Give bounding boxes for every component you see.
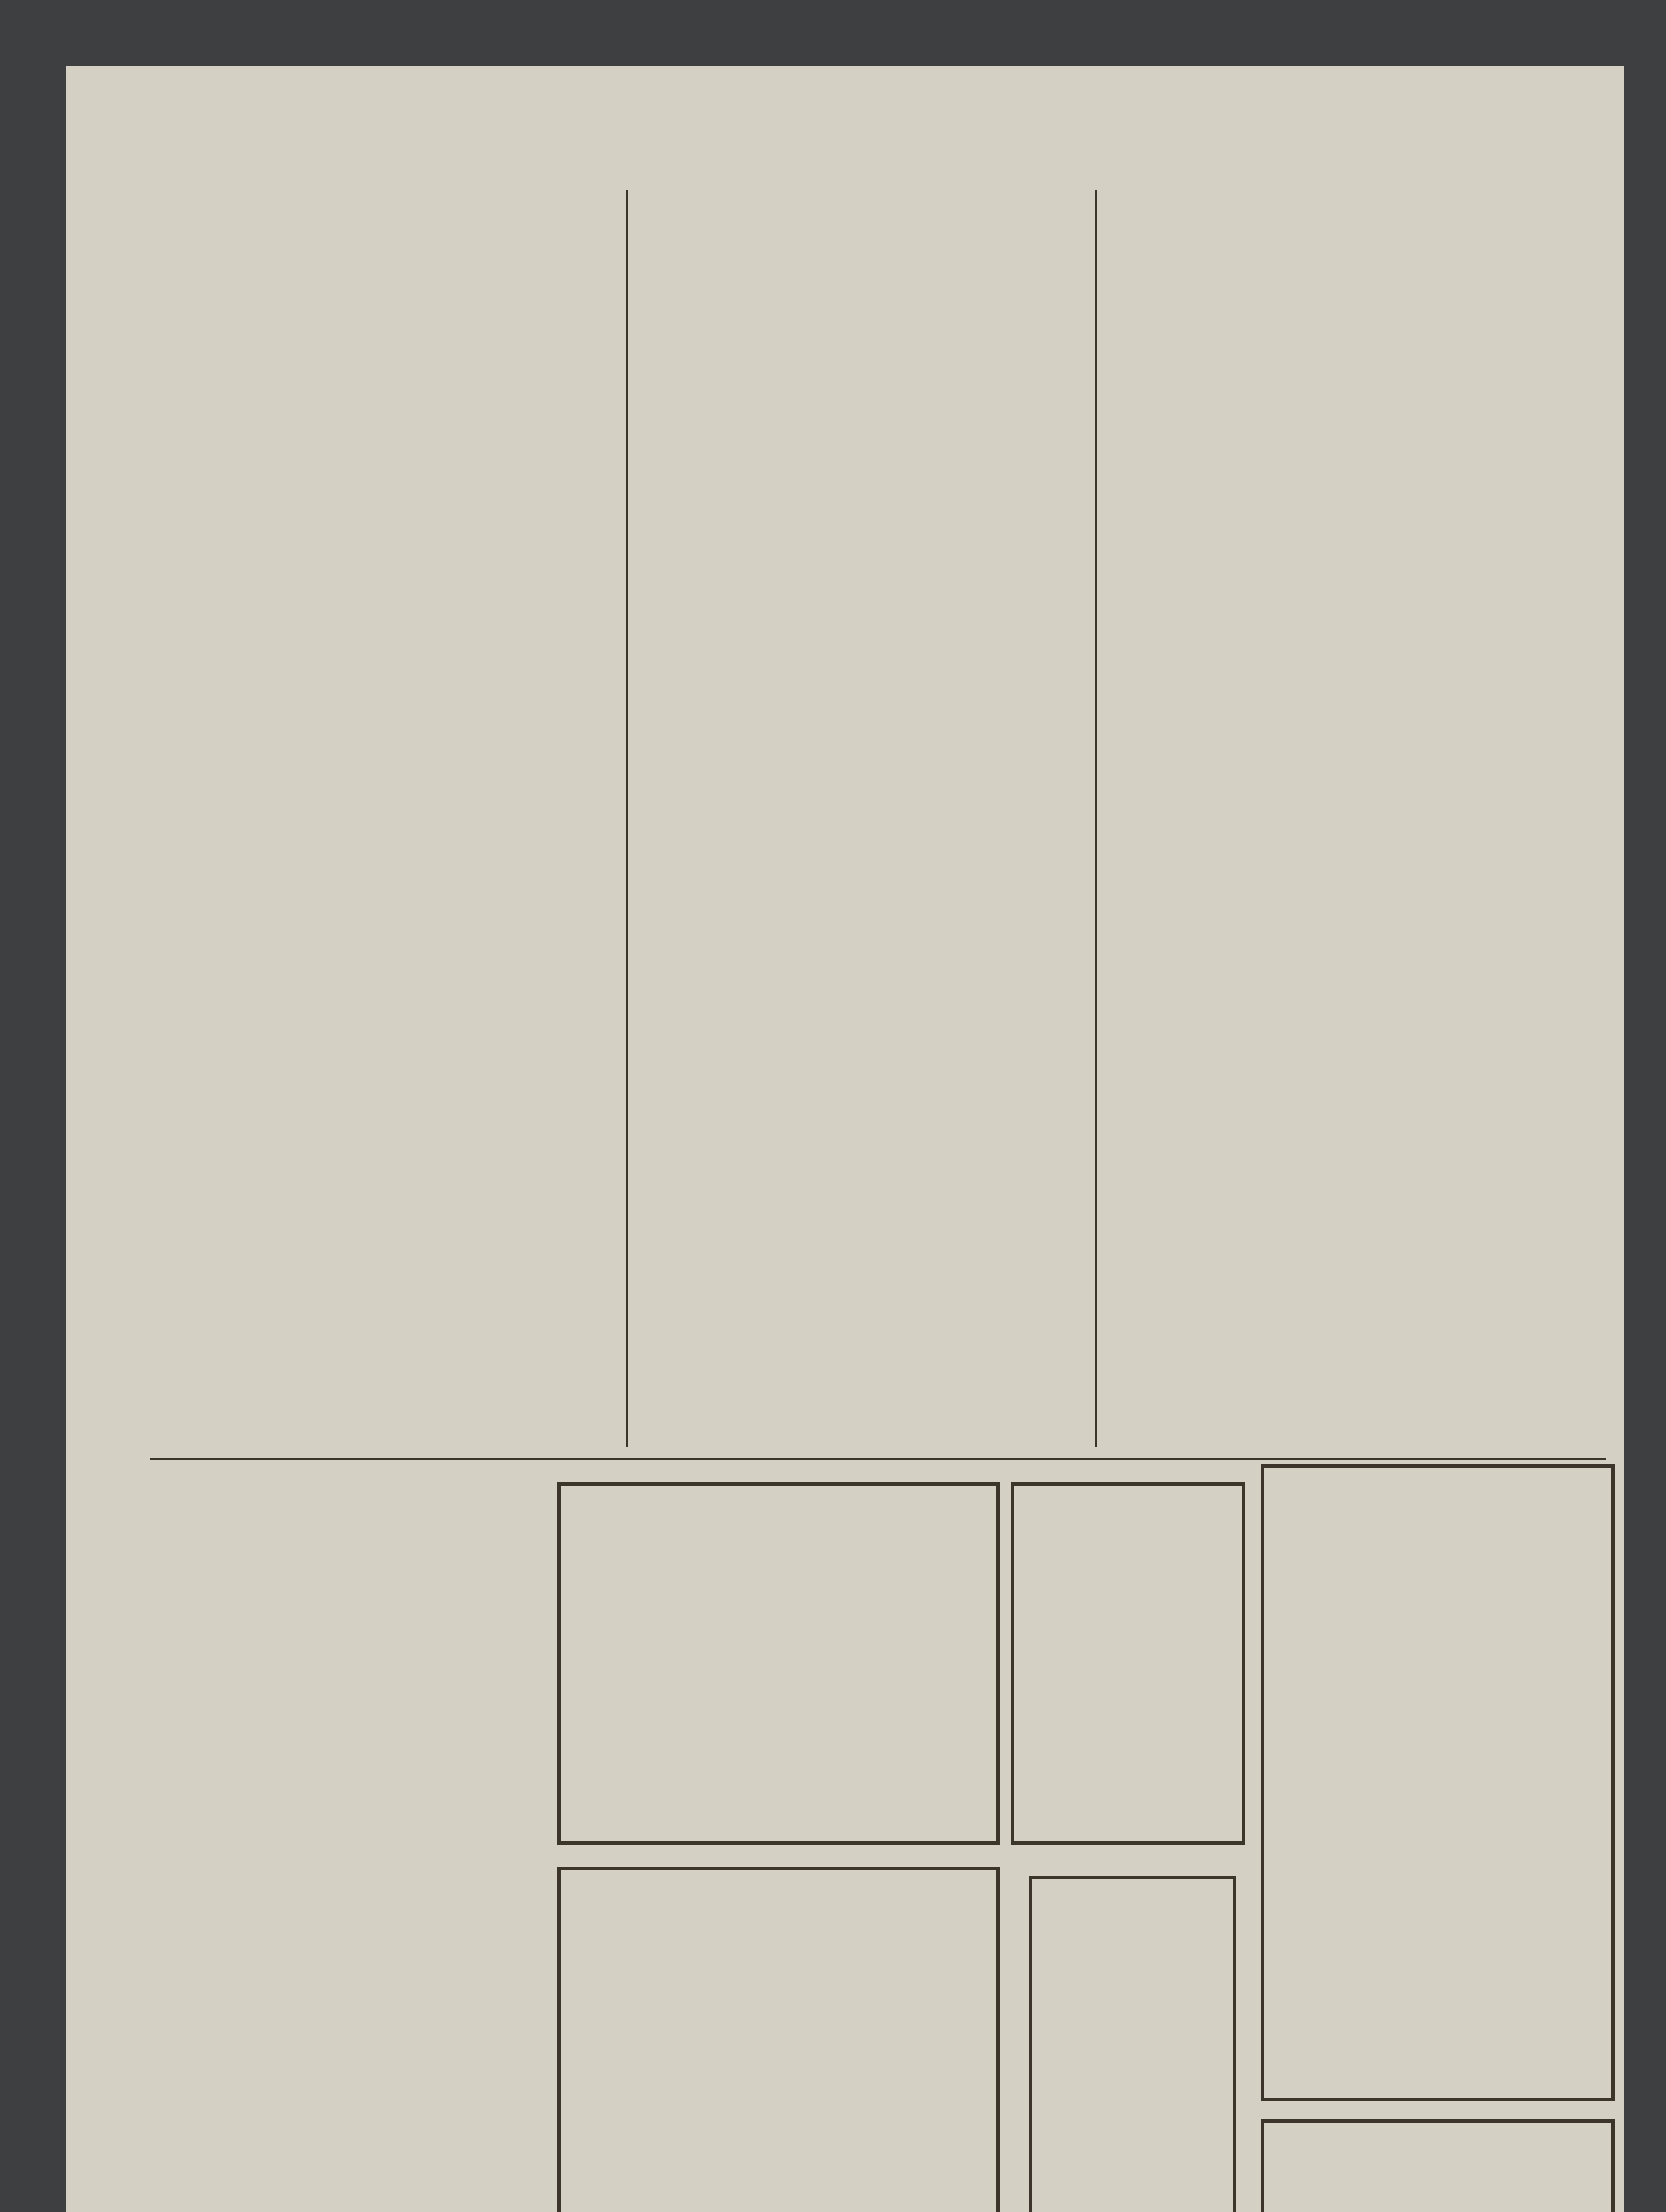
advertisement-box (557, 1482, 1000, 1845)
advertisement-box (1261, 1464, 1615, 2101)
column-rule-2 (1095, 190, 1097, 1447)
advertisement-box (1029, 1876, 1236, 2212)
text-column-left (155, 199, 619, 1416)
text-column-right (1119, 199, 1584, 1416)
advertisement-box (1011, 1482, 1245, 1845)
advertisement-box (557, 1867, 1000, 2212)
column-rule-1 (626, 190, 628, 1447)
text-column-middle (655, 199, 1119, 1416)
advertisement-divider (150, 1458, 1606, 1460)
advertisement-box (1261, 2119, 1615, 2212)
newspaper-page (66, 66, 1624, 2212)
